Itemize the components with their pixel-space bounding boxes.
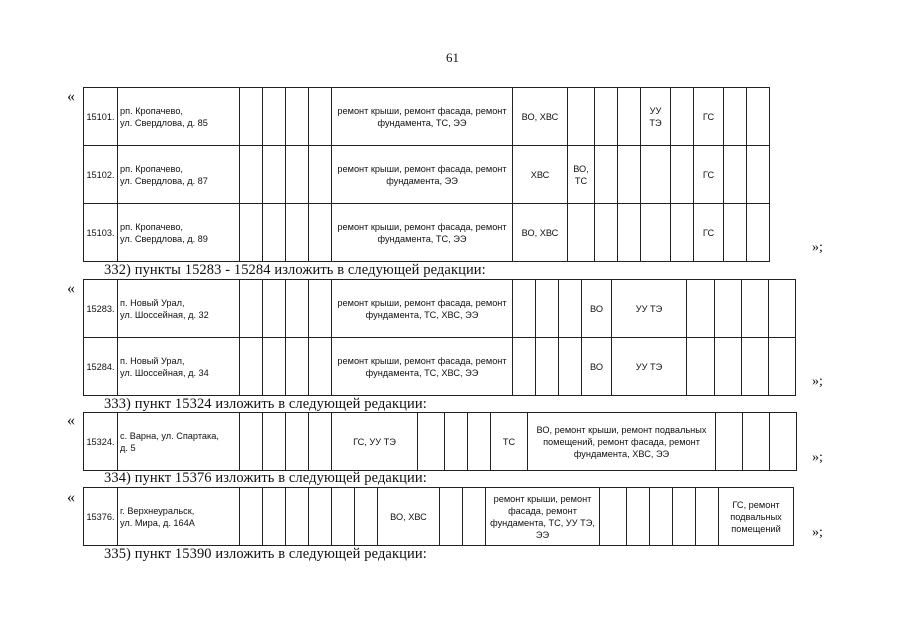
table-block-3 bbox=[83, 412, 797, 471]
work-list: ремонт крыши, ремонт фасада, ремонт фундамента, ТС, УУ ТЭ, ЭЭ bbox=[486, 488, 600, 546]
open-quote: « bbox=[67, 280, 75, 297]
work-list: ремонт крыши, ремонт фасада, ремонт фундамента, ТС, ХВС, ЭЭ bbox=[332, 280, 513, 338]
table-block-1 bbox=[83, 87, 770, 262]
cell-value: ВО bbox=[582, 280, 612, 338]
page-number: 61 bbox=[446, 50, 459, 65]
cell-value: ГС bbox=[694, 204, 724, 262]
cell-value: ГС, ремонт подвальных помещений bbox=[719, 488, 794, 546]
row-number: 15103. bbox=[84, 204, 118, 262]
table-block-2 bbox=[83, 279, 796, 396]
address: с. Варна, ул. Спартака, д. 5 bbox=[118, 413, 240, 471]
cell-value bbox=[568, 88, 595, 146]
section-heading-334: 334) пункт 15376 изложить в следующей редакции: bbox=[104, 470, 427, 486]
table-row bbox=[84, 338, 796, 396]
cell-value: ГС bbox=[694, 146, 724, 204]
cell-value: УУ ТЭ bbox=[612, 280, 687, 338]
work-list: ремонт крыши, ремонт фасада, ремонт фундамента, ЭЭ bbox=[332, 146, 513, 204]
work-list: ремонт крыши, ремонт фасада, ремонт фундамента, ТС, ЭЭ bbox=[332, 204, 513, 262]
table-row bbox=[84, 488, 794, 546]
cell-value: ХВС bbox=[513, 146, 568, 204]
section-heading-332: 332) пункты 15283 - 15284 изложить в следующей редакции: bbox=[104, 262, 486, 278]
cell-value: УУ ТЭ bbox=[641, 88, 671, 146]
work-list: ВО, ремонт крыши, ремонт подвальных помещений, ремонт фасада, ремонт фундамента, ХВС, ЭЭ bbox=[528, 413, 716, 471]
close-quote: »; bbox=[812, 525, 823, 540]
cell-value: ВО bbox=[582, 338, 612, 396]
address: п. Новый Урал, ул. Шоссейная, д. 32 bbox=[118, 280, 240, 338]
row-number: 15376. bbox=[84, 488, 118, 546]
row-number: 15101. bbox=[84, 88, 118, 146]
cell-value: ГС bbox=[694, 88, 724, 146]
cell-value: УУ ТЭ bbox=[612, 338, 687, 396]
open-quote: « bbox=[67, 88, 75, 105]
cell-value: ВО, ХВС bbox=[513, 88, 568, 146]
row-number: 15102. bbox=[84, 146, 118, 204]
address: рп. Кропачево, ул. Свердлова, д. 89 bbox=[118, 204, 240, 262]
cell-value bbox=[641, 146, 671, 204]
cell-value bbox=[641, 204, 671, 262]
table-block-4 bbox=[83, 487, 794, 546]
section-heading-333: 333) пункт 15324 изложить в следующей редакции: bbox=[104, 396, 427, 412]
cell-value: ГС, УУ ТЭ bbox=[332, 413, 418, 471]
cell-value: ВО, ХВС bbox=[513, 204, 568, 262]
table-row bbox=[84, 413, 797, 471]
address: п. Новый Урал, ул. Шоссейная, д. 34 bbox=[118, 338, 240, 396]
address: рп. Кропачево, ул. Свердлова, д. 85 bbox=[118, 88, 240, 146]
table-row bbox=[84, 88, 770, 146]
row-number: 15284. bbox=[84, 338, 118, 396]
row-number: 15324. bbox=[84, 413, 118, 471]
row-number: 15283. bbox=[84, 280, 118, 338]
table-row bbox=[84, 146, 770, 204]
close-quote: »; bbox=[812, 240, 823, 255]
section-heading-335: 335) пункт 15390 изложить в следующей редакции: bbox=[104, 546, 427, 562]
work-list: ремонт крыши, ремонт фасада, ремонт фундамента, ТС, ЭЭ bbox=[332, 88, 513, 146]
table-row bbox=[84, 280, 796, 338]
work-list: ремонт крыши, ремонт фасада, ремонт фундамента, ТС, ХВС, ЭЭ bbox=[332, 338, 513, 396]
address: г. Верхнеуральск, ул. Мира, д. 164А bbox=[118, 488, 240, 546]
close-quote: »; bbox=[812, 450, 823, 465]
table-row bbox=[84, 204, 770, 262]
open-quote: « bbox=[67, 412, 75, 429]
close-quote: »; bbox=[812, 374, 823, 389]
cell-value: ВО, ТС bbox=[568, 146, 595, 204]
cell-value: ВО, ХВС bbox=[378, 488, 440, 546]
cell-value: ТС bbox=[491, 413, 528, 471]
address: рп. Кропачево, ул. Свердлова, д. 87 bbox=[118, 146, 240, 204]
open-quote: « bbox=[67, 489, 75, 506]
cell-value bbox=[568, 204, 595, 262]
